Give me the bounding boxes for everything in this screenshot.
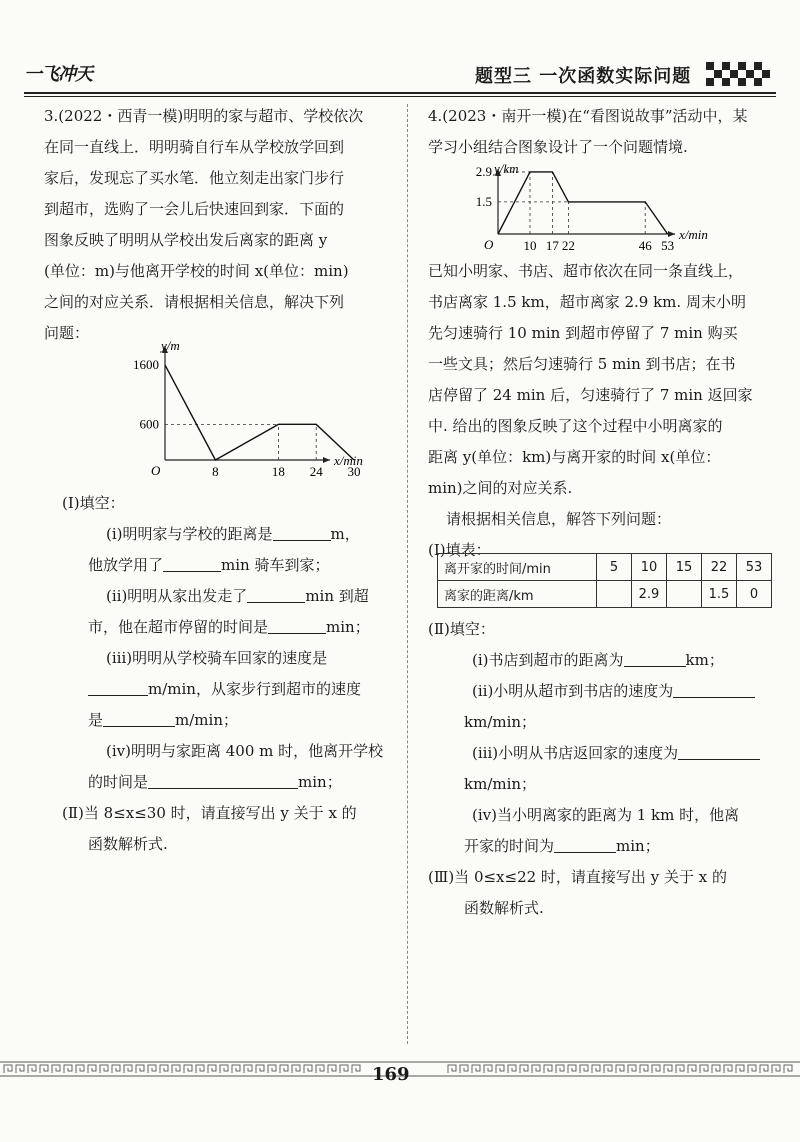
x-tick-label: 17 (545, 238, 559, 253)
table-row-label: 离家的距离/km (438, 581, 597, 608)
brand-logo: 一飞冲天 (24, 64, 92, 85)
table-cell: 22 (702, 554, 737, 581)
x-tick-label: 10 (523, 238, 537, 253)
q4-stem-line: 一些文具；然后匀速骑行 5 min 到书店；在书 (428, 355, 736, 373)
answer-blank[interactable] (678, 743, 760, 760)
q3-i4-text: (ⅳ)明明与家距离 400 m 时，他离开学校 (106, 742, 384, 760)
table-cell-blank[interactable] (667, 581, 702, 608)
table-cell: 10 (632, 554, 667, 581)
q4-stem-line: 先匀速骑行 10 min 到超市停留了 7 min 购买 (428, 324, 738, 342)
x-axis-label: x/min (334, 453, 363, 468)
x-tick-label: 53 (661, 238, 675, 253)
x-tick-label: 30 (347, 464, 361, 479)
q3-i2-text: (ⅱ)明明从家出发走了 (106, 587, 248, 605)
q4-stem-line: 4.(2023・南开一模)在“看图说故事”活动中，某 (428, 107, 748, 125)
q4-i3-unit: km/min； (464, 775, 537, 793)
q4-stem-line: 学习小组结合图象设计了一个问题情境. (428, 138, 688, 156)
table-row (438, 581, 772, 608)
q4-stem-line: min)之间的对应关系. (428, 479, 573, 497)
q3-distance-time-chart (95, 336, 395, 486)
x-axis-arrow-icon (668, 231, 675, 237)
q3-i3-text: 是 (88, 711, 104, 729)
table-cell-blank[interactable] (597, 581, 632, 608)
q3-i2-text: 市，他在超市停留的时间是 (88, 618, 269, 636)
table-row-label: 离开家的时间/min (438, 554, 597, 581)
q4-part2-label: (Ⅱ)填空： (428, 620, 495, 638)
q3-i2-unit: min； (326, 618, 370, 636)
data-series-line (498, 172, 668, 234)
q3-part2-text: 函数解析式. (88, 835, 168, 853)
q4-i2-unit: km/min； (464, 713, 537, 731)
q3-i4-text: 的时间是 (88, 773, 149, 791)
q3-stem-line: 在同一直线上．明明骑自行车从学校放学回到 (44, 138, 345, 156)
q4-body (428, 256, 780, 566)
header-rule (24, 92, 776, 94)
q4-stem-line: 书店离家 1.5 km，超市离家 2.9 km. 周末小明 (428, 293, 746, 311)
answer-blank[interactable] (163, 555, 221, 572)
origin-label: O (151, 463, 161, 478)
q3-i2-unit: min 到超 (305, 587, 369, 605)
q3-stem-line: 3.(2022・西青一模)明明的家与超市、学校依次 (44, 107, 364, 125)
x-axis-label: x/min (679, 227, 708, 242)
y-tick-label: 600 (139, 416, 159, 432)
q3-i1-text: 他放学用了 (88, 556, 164, 574)
q3-parts (44, 488, 406, 860)
answer-blank[interactable] (624, 650, 686, 667)
column-divider (407, 104, 408, 1044)
question-3 (44, 101, 404, 349)
q4-i3-text: (ⅲ)小明从书店返回家的速度为 (472, 744, 679, 762)
q4-i2-text: (ⅱ)小明从超市到书店的速度为 (472, 682, 674, 700)
answer-blank[interactable] (247, 586, 305, 603)
answer-blank[interactable] (103, 710, 175, 727)
q4-stem-line: 距离 y(单位：km)与离开家的时间 x(单位： (428, 448, 721, 466)
q3-i1-unit: min 骑车到家； (221, 556, 330, 574)
q3-stem-line: 图象反映了明明从学校出发后离家的距离 y (44, 231, 328, 249)
answer-blank[interactable] (268, 617, 326, 634)
q3-i4-unit: min； (298, 773, 342, 791)
q3-part1-label: (Ⅰ)填空： (62, 494, 125, 512)
answer-blank[interactable] (554, 836, 616, 853)
table-cell: 2.9 (632, 581, 667, 608)
data-series-line (165, 365, 354, 460)
q4-i4-unit: min； (616, 837, 660, 855)
x-axis-arrow-icon (323, 457, 330, 463)
q3-i3-text: m/min，从家步行到超市的速度 (148, 680, 361, 698)
x-tick-label: 46 (638, 238, 652, 253)
q3-stem-line: 家后，发现忘了买水笔．他立刻走出家门步行 (44, 169, 345, 187)
q4-i1-text: (ⅰ)书店到超市的距离为 (472, 651, 624, 669)
table-row (438, 554, 772, 581)
answer-blank[interactable] (148, 772, 298, 789)
q3-stem-line: 问题： (44, 324, 90, 342)
x-tick-label: 8 (212, 464, 219, 479)
q4-parts (428, 614, 780, 924)
checker-decoration-icon (706, 62, 770, 86)
origin-label: O (484, 237, 494, 252)
y-tick-label: 1600 (133, 356, 159, 372)
table-cell: 5 (597, 554, 632, 581)
y-axis-label: y/m (161, 338, 180, 353)
q4-distance-time-chart (470, 163, 720, 255)
y-tick-label: 2.9 (475, 163, 492, 179)
q4-stem-line: 已知小明家、书店、超市依次在同一条直线上， (428, 262, 744, 280)
q3-stem-line: 之间的对应关系．请根据相关信息，解决下列 (44, 293, 345, 311)
page-number: 169 (372, 1064, 410, 1085)
x-tick-label: 22 (561, 238, 575, 253)
q4-fill-table (437, 553, 772, 608)
q4-i4-text: (ⅳ)当小明离家的距离为 1 km 时，他离 (472, 806, 740, 824)
header-rule-thin (24, 96, 776, 97)
q4-i1-unit: km； (685, 651, 724, 669)
answer-blank[interactable] (88, 679, 148, 696)
q4-part3-text: (Ⅲ)当 0≤x≤22 时，请直接写出 y 关于 x 的 (428, 868, 727, 886)
section-title: 题型三 一次函数实际问题 (475, 66, 692, 87)
question-4 (428, 101, 778, 163)
q3-i3-unit: m/min； (175, 711, 238, 729)
q4-i4-text: 开家的时间为 (464, 837, 555, 855)
q4-stem-line: 店停留了 24 min 后，匀速骑行了 7 min 返回家 (428, 386, 753, 404)
x-tick-label: 18 (271, 464, 285, 479)
table-cell: 0 (737, 581, 772, 608)
y-axis-label: y/km (494, 163, 519, 176)
q4-stem-line: 请根据相关信息，解答下列问题： (446, 510, 672, 528)
q3-i1-unit: m， (330, 525, 360, 543)
table-cell: 53 (737, 554, 772, 581)
q3-i3-text: (ⅲ)明明从学校骑车回家的速度是 (106, 649, 328, 667)
q3-i1-text: (ⅰ)明明家与学校的距离是 (106, 525, 273, 543)
table-cell: 15 (667, 554, 702, 581)
answer-blank[interactable] (273, 524, 331, 541)
q4-part3-text: 函数解析式. (464, 899, 544, 917)
q3-stem-line: 到超市，选购了一会儿后快速回到家．下面的 (44, 200, 345, 218)
answer-blank[interactable] (673, 681, 755, 698)
x-tick-label: 24 (309, 464, 323, 479)
q4-part1-label: (Ⅰ)填表： (428, 541, 491, 559)
q3-part2-text: (Ⅱ)当 8≤x≤30 时，请直接写出 y 关于 x 的 (62, 804, 357, 822)
table-cell: 1.5 (702, 581, 737, 608)
y-tick-label: 1.5 (475, 193, 492, 209)
q4-stem-line: 中. 给出的图象反映了这个过程中小明离家的 (428, 417, 723, 435)
q3-stem-line: (单位：m)与他离开学校的时间 x(单位：min) (44, 262, 349, 280)
